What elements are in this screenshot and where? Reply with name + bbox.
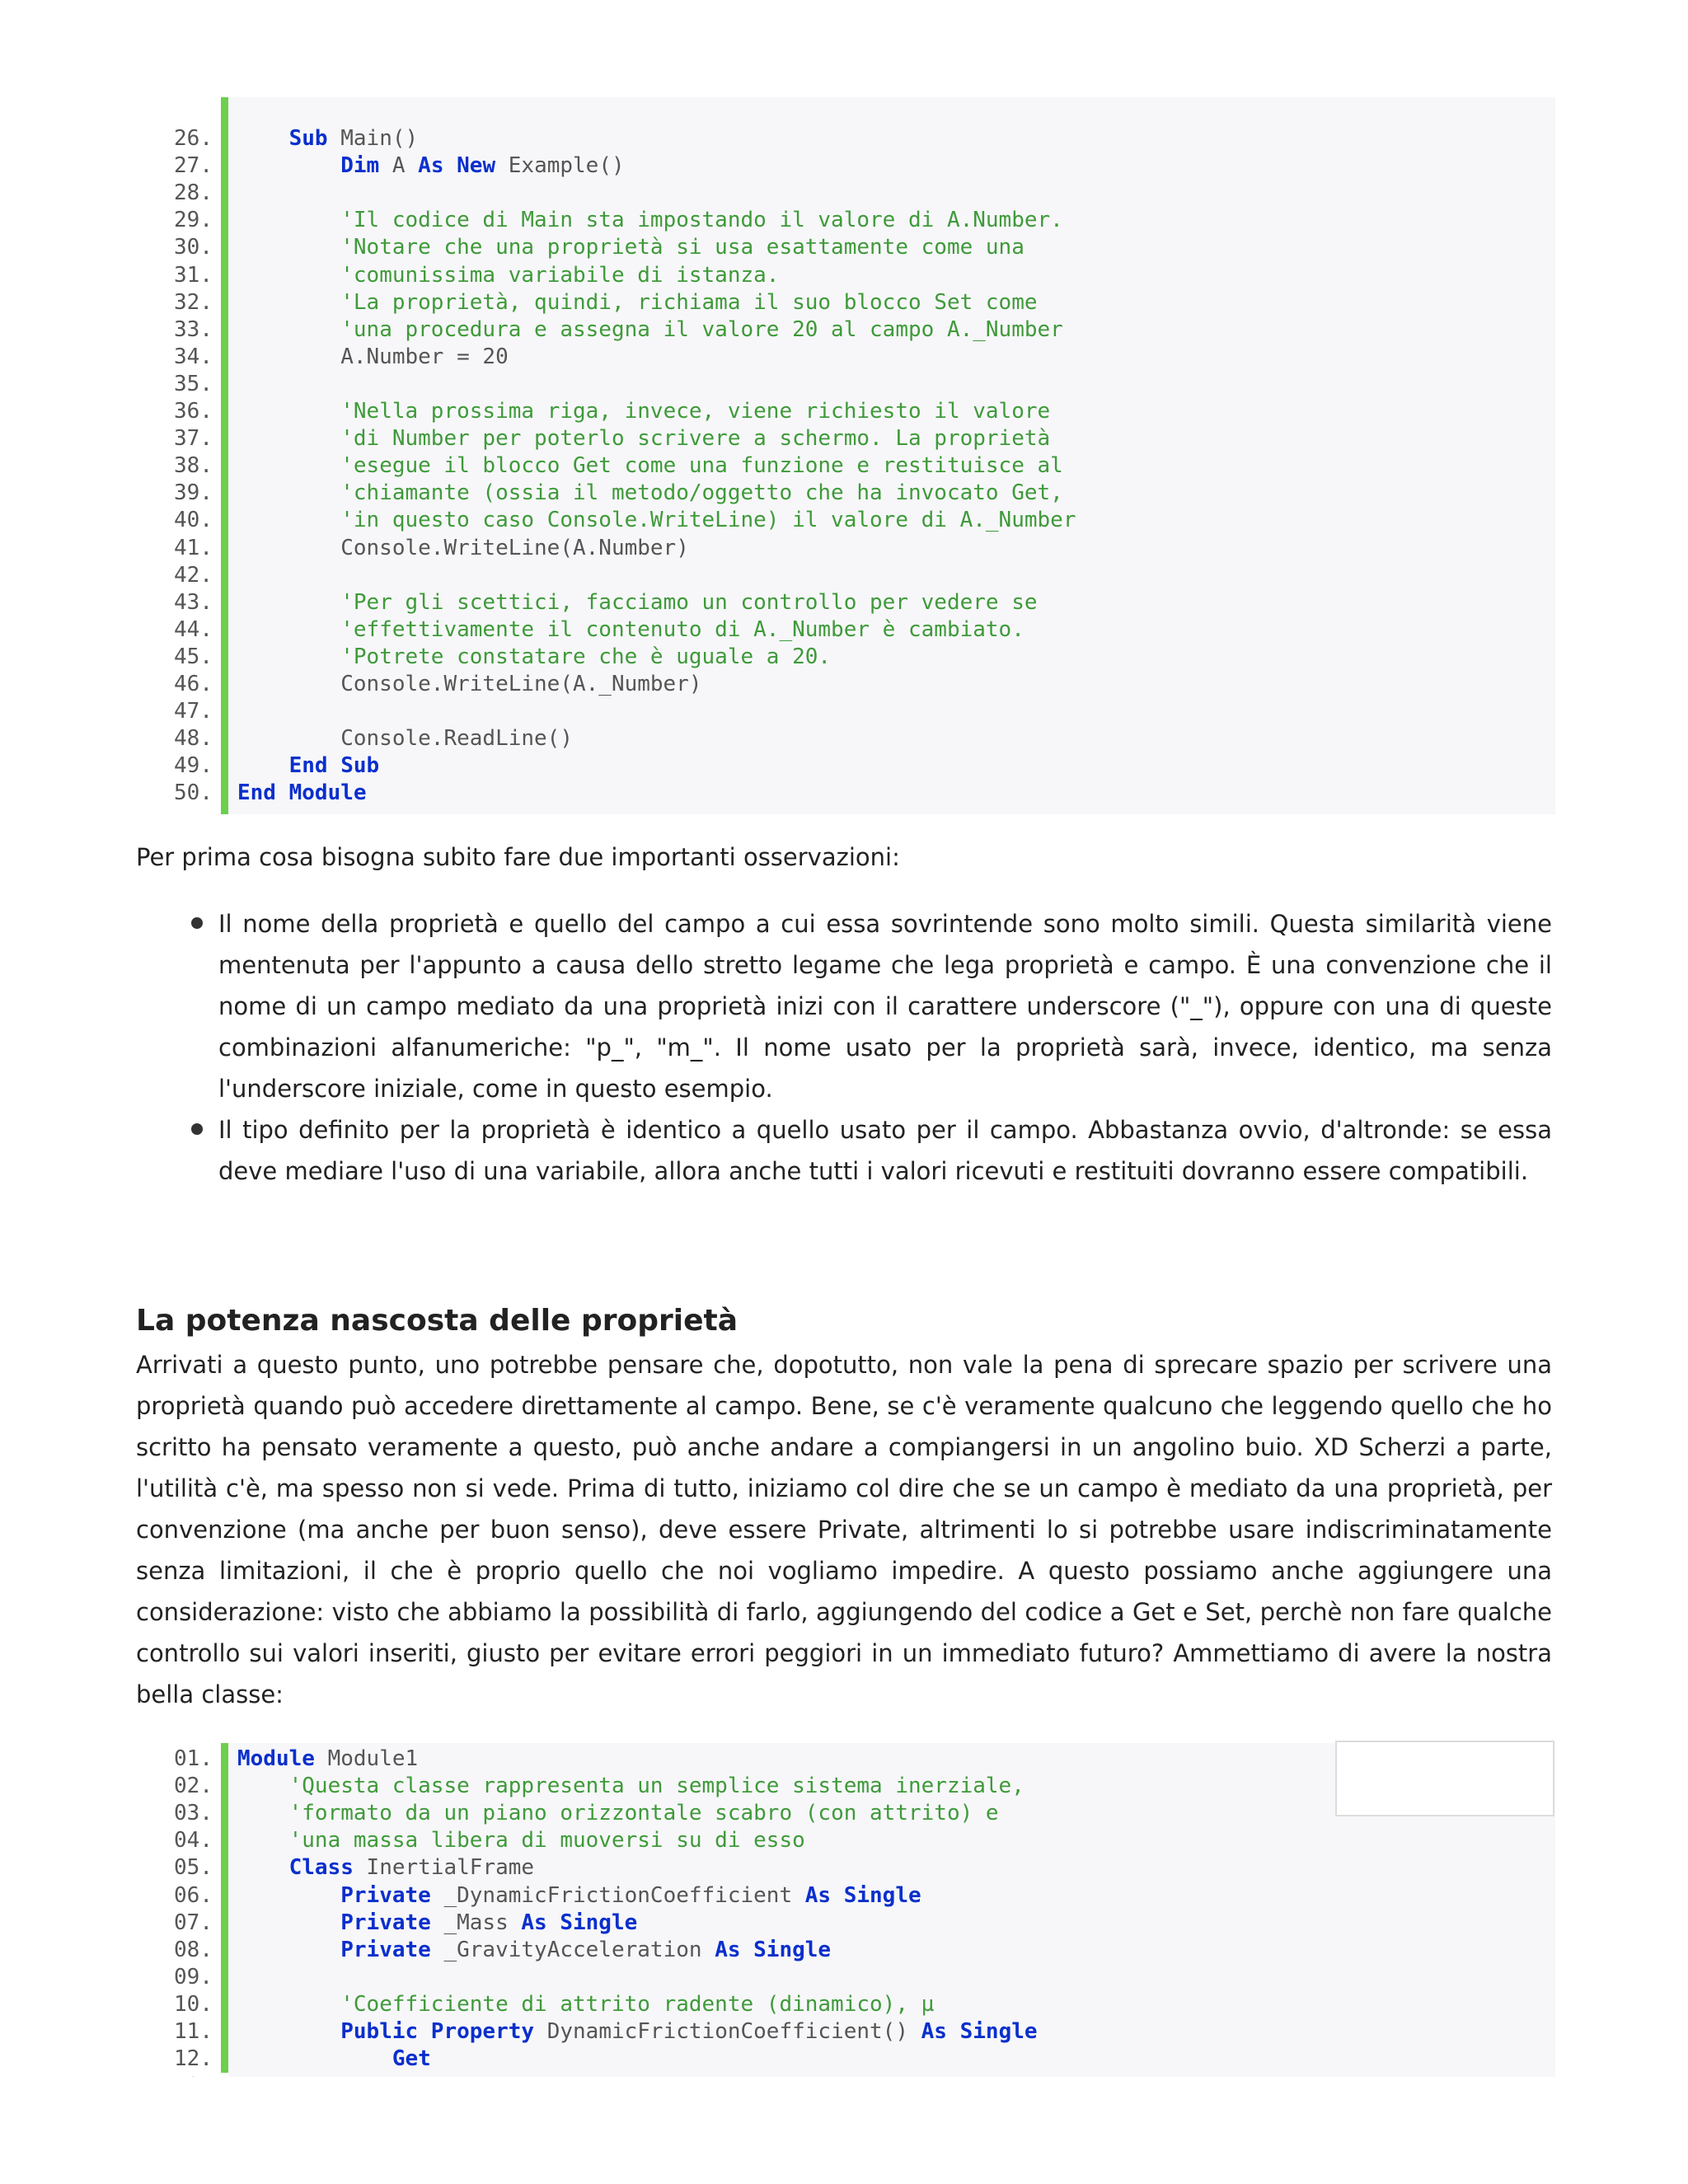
code-keyword: Module bbox=[237, 1746, 315, 1771]
code-token bbox=[237, 2046, 392, 2071]
code-line bbox=[0, 507, 1688, 534]
code-token bbox=[237, 263, 340, 288]
code-line bbox=[0, 535, 1688, 562]
code-comment: 'Notare che una proprietà si usa esattamente come una bbox=[340, 235, 1025, 260]
line-number: 11. bbox=[174, 2019, 213, 2044]
code-line bbox=[0, 752, 1688, 780]
line-number: 49. bbox=[174, 753, 213, 779]
code-token bbox=[237, 508, 340, 532]
code-keyword: As Single bbox=[921, 2019, 1038, 2044]
code-text bbox=[237, 234, 1025, 261]
code-line bbox=[0, 207, 1688, 234]
code-token bbox=[237, 453, 340, 478]
code-token: Console.ReadLine() bbox=[237, 726, 573, 752]
code-keyword: Sub bbox=[288, 126, 328, 151]
code-text bbox=[237, 316, 1063, 344]
code-text bbox=[237, 2046, 431, 2073]
line-number: 47. bbox=[174, 699, 213, 724]
code-keyword: End Module bbox=[237, 780, 367, 806]
line-number: 36. bbox=[174, 399, 213, 424]
code-line bbox=[0, 589, 1688, 616]
code-block-1 bbox=[0, 97, 1688, 814]
line-number: 39. bbox=[174, 480, 213, 506]
code-token bbox=[237, 1938, 340, 1962]
code-token: _GravityAcceleration bbox=[430, 1937, 715, 1962]
code-text bbox=[237, 1854, 534, 1882]
code-line bbox=[0, 1937, 1688, 1964]
code-text bbox=[237, 535, 689, 562]
code-token: Example() bbox=[495, 153, 625, 179]
line-number: 08. bbox=[174, 1937, 213, 1962]
code-keyword: Get bbox=[392, 2046, 431, 2072]
code-token: Console.WriteLine(A.Number) bbox=[237, 535, 689, 560]
line-number: 35. bbox=[174, 371, 213, 396]
line-number: 03. bbox=[174, 1801, 213, 1826]
code-token: _DynamicFrictionCoefficient bbox=[430, 1882, 805, 1908]
line-number: 34. bbox=[174, 344, 213, 369]
code-text bbox=[237, 344, 509, 371]
code-line bbox=[0, 125, 1688, 152]
code-token bbox=[237, 1910, 340, 1935]
code-comment: 'formato da un piano orizzontale scabro (con attrito) e bbox=[288, 1801, 999, 1826]
line-number: 05. bbox=[174, 1855, 213, 1881]
line-number: 26. bbox=[174, 126, 213, 151]
code-text bbox=[237, 725, 573, 752]
code-token bbox=[237, 590, 340, 615]
code-text bbox=[237, 1991, 934, 2018]
code-text bbox=[237, 1827, 805, 1854]
code-line bbox=[0, 562, 1688, 589]
code-token bbox=[443, 153, 457, 178]
code-token bbox=[237, 617, 340, 642]
line-number: 41. bbox=[174, 535, 213, 560]
code-token bbox=[237, 2019, 340, 2044]
code-keyword: Public Property bbox=[340, 2019, 535, 2044]
line-number: 32. bbox=[174, 289, 213, 315]
code-token bbox=[237, 153, 340, 178]
code-text bbox=[237, 616, 1025, 644]
line-number: 43. bbox=[174, 589, 213, 615]
code-keyword: As Single bbox=[804, 1882, 921, 1908]
code-line bbox=[0, 1964, 1688, 1991]
code-token bbox=[237, 480, 340, 505]
code-comment: 'La proprietà, quindi, richiama il suo blocco Set come bbox=[340, 289, 1038, 315]
code-line bbox=[0, 152, 1688, 180]
code-text bbox=[237, 1910, 637, 1937]
code-comment: 'chiamante (ossia il metodo/oggetto che ha invocato Get, bbox=[340, 480, 1063, 506]
code-line bbox=[0, 1882, 1688, 1910]
code-token bbox=[237, 1855, 289, 1880]
line-number: 04. bbox=[174, 1828, 213, 1854]
code-line bbox=[0, 616, 1688, 644]
code-line bbox=[0, 671, 1688, 698]
code-line bbox=[0, 780, 1688, 807]
code-token bbox=[237, 1774, 289, 1798]
code-line bbox=[0, 698, 1688, 725]
code-line bbox=[0, 398, 1688, 425]
code-line bbox=[0, 725, 1688, 752]
code-line bbox=[0, 316, 1688, 344]
code-keyword: New bbox=[457, 153, 496, 179]
code-text bbox=[237, 2018, 1038, 2046]
code-keyword: Class bbox=[288, 1855, 354, 1881]
code-token: Module1 bbox=[314, 1746, 419, 1771]
code-token: Console.WriteLine(A._Number) bbox=[237, 672, 702, 696]
code-token bbox=[237, 235, 340, 260]
code-comment: 'Potrete constatare che è uguale a 20. bbox=[340, 644, 832, 669]
line-number: 01. bbox=[174, 1746, 213, 1771]
code-line bbox=[0, 480, 1688, 507]
code-line bbox=[0, 452, 1688, 480]
bullet-icon bbox=[191, 1123, 203, 1135]
code-keyword: Private bbox=[340, 1882, 431, 1908]
list-item bbox=[136, 1109, 1552, 1192]
line-number: 28. bbox=[174, 180, 213, 206]
code-text bbox=[237, 780, 367, 807]
code-text bbox=[237, 671, 702, 698]
code-token: Main() bbox=[327, 126, 419, 151]
code-line bbox=[0, 2046, 1688, 2073]
code-text bbox=[237, 1882, 921, 1910]
line-number: 30. bbox=[174, 235, 213, 260]
section-heading: La potenza nascosta delle proprietà bbox=[136, 1304, 738, 1338]
list-item-text: Il nome della proprietà e quello del campo a cui essa sovrintende sono molto simili. Questa similarità viene mentenuta per l'appunto a causa dello stretto legame che lega proprietà e campo. È una convenzione che il nome di un campo mediato da una proprietà inizi con il carattere underscore ("_"), oppure con una di queste combinazioni alfanumeriche: "p_", "m_". Il nome usato per la proprietà sarà, invece, identico, ma senza l'underscore iniziale, come in questo esempio. bbox=[218, 910, 1552, 1103]
code-text bbox=[237, 289, 1038, 316]
code-text bbox=[237, 262, 779, 289]
line-number: 31. bbox=[174, 262, 213, 288]
code-token: A bbox=[379, 153, 419, 179]
code-line bbox=[0, 344, 1688, 371]
code-text bbox=[237, 452, 1063, 480]
code-keyword: As Single bbox=[521, 1910, 638, 1935]
code-text bbox=[237, 1773, 1025, 1800]
line-number: 46. bbox=[174, 672, 213, 696]
line-number: 12. bbox=[174, 2046, 213, 2072]
line-number: 38. bbox=[174, 453, 213, 479]
line-number: 02. bbox=[174, 1774, 213, 1799]
line-number: 42. bbox=[174, 562, 213, 588]
line-number: 40. bbox=[174, 508, 213, 533]
code-text bbox=[237, 1937, 831, 1964]
code-text bbox=[237, 1746, 418, 1773]
code-line bbox=[0, 1910, 1688, 1937]
code-token bbox=[237, 1801, 289, 1825]
section-paragraph: Arrivati a questo punto, uno potrebbe pensare che, dopotutto, non vale la pena di sprecare spazio per scrivere una proprietà quando può accedere direttamente al campo. Bene, se c'è veramente qualcuno che leggendo quello che ho scritto ha pensato veramente a questo, può anche andare a compiangersi in un angolino buio. XD Scherzi a parte, l'utilità c'è, ma spesso non si vede. Prima di tutto, iniziamo col dire che se un campo è mediato da una proprietà, per convenzione (ma anche per buon senso), deve essere Private, altrimenti lo si potrebbe usare indiscriminatamente senza limitazioni, il che è proprio quello che noi vogliamo impedire. A questo possiamo anche aggiungere una considerazione: visto che abbiamo la possibilità di farlo, aggiungendo del codice a Get e Set, perchè non fare qualche controllo sui valori inseriti, giusto per evitare errori peggiori in un immediato futuro? Ammettiamo di avere la nostra bella classe: bbox=[136, 1351, 1552, 1708]
code-token bbox=[237, 208, 340, 232]
code-comment: 'Per gli scettici, facciamo un controllo per vedere se bbox=[340, 589, 1038, 615]
observations-list bbox=[136, 903, 1552, 1192]
code-token bbox=[237, 399, 340, 424]
code-keyword: Private bbox=[340, 1937, 431, 1962]
line-number: 33. bbox=[174, 316, 213, 342]
code-token bbox=[237, 126, 289, 151]
code-token bbox=[237, 317, 340, 342]
line-number: 44. bbox=[174, 616, 213, 642]
code-comment: 'una massa libera di muoversi su di esso bbox=[288, 1828, 805, 1854]
line-number: 09. bbox=[174, 1964, 213, 1990]
line-number: 48. bbox=[174, 726, 213, 752]
code-token bbox=[237, 426, 340, 451]
code-line bbox=[0, 180, 1688, 207]
code-token: InertialFrame bbox=[353, 1855, 535, 1881]
list-item bbox=[136, 903, 1552, 1109]
code-text bbox=[237, 644, 831, 671]
code-line bbox=[0, 371, 1688, 398]
line-number: 10. bbox=[174, 1991, 213, 2017]
line-number: 50. bbox=[174, 780, 213, 806]
code-comment: 'in questo caso Console.WriteLine) il valore di A._Number bbox=[340, 508, 1076, 533]
code-text bbox=[237, 125, 418, 152]
line-number: 45. bbox=[174, 644, 213, 669]
code-line bbox=[0, 1827, 1688, 1854]
code-keyword: Dim bbox=[340, 153, 380, 179]
code-line bbox=[0, 234, 1688, 261]
code-text bbox=[237, 425, 1050, 452]
code-comment: 'una procedura e assegna il valore 20 al campo A._Number bbox=[340, 316, 1063, 342]
intro-paragraph: Per prima cosa bisogna subito fare due importanti osservazioni: bbox=[136, 843, 900, 871]
code-line bbox=[0, 262, 1688, 289]
code-line bbox=[0, 644, 1688, 671]
code-comment: 'Coefficiente di attrito radente (dinamico), µ bbox=[340, 1991, 935, 2017]
code-comment: 'comunissima variabile di istanza. bbox=[340, 262, 780, 288]
code-text bbox=[237, 480, 1063, 507]
code-text bbox=[237, 589, 1038, 616]
page-bottom-margin bbox=[0, 2077, 1688, 2184]
code-line bbox=[0, 289, 1688, 316]
code-text bbox=[237, 752, 379, 780]
code-text bbox=[237, 507, 1076, 534]
code-comment: 'esegue il blocco Get come una funzione e restituisce al bbox=[340, 453, 1063, 479]
code-text bbox=[237, 398, 1050, 425]
code-line bbox=[0, 425, 1688, 452]
code-token: _Mass bbox=[430, 1910, 522, 1935]
code-comment: 'Questa classe rappresenta un semplice sistema inerziale, bbox=[288, 1774, 1025, 1799]
code-text bbox=[237, 1800, 999, 1827]
line-number: 06. bbox=[174, 1882, 213, 1908]
code-token bbox=[237, 1828, 289, 1853]
code-token bbox=[237, 644, 340, 669]
code-keyword: Private bbox=[340, 1910, 431, 1935]
line-number: 27. bbox=[174, 153, 213, 179]
list-item-text: Il tipo definito per la proprietà è identico a quello usato per il campo. Abbastanza ovvio, d'altronde: se essa deve mediare l'uso di una variabile, allora anche tutti i valori ricevuti e restituiti dovranno essere compatibili. bbox=[218, 1116, 1552, 1185]
code-token bbox=[237, 1992, 340, 2017]
code-text bbox=[237, 152, 625, 180]
code-comment: 'di Number per poterlo scrivere a schermo. La proprietà bbox=[340, 426, 1051, 452]
side-box bbox=[1335, 1741, 1554, 1816]
code-token: A.Number = 20 bbox=[237, 344, 509, 369]
code-keyword: As bbox=[418, 153, 444, 179]
code-token bbox=[237, 753, 289, 778]
code-keyword: End Sub bbox=[288, 753, 380, 779]
code-keyword: As Single bbox=[715, 1937, 832, 1962]
code-comment: 'Nella prossima riga, invece, viene richiesto il valore bbox=[340, 399, 1051, 424]
bullet-icon bbox=[191, 917, 203, 929]
code-comment: 'effettivamente il contenuto di A._Number è cambiato. bbox=[340, 616, 1025, 642]
code-token bbox=[237, 290, 340, 315]
code-comment: 'Il codice di Main sta impostando il valore di A.Number. bbox=[340, 208, 1063, 233]
code-line bbox=[0, 2018, 1688, 2046]
code-text bbox=[237, 207, 1063, 234]
line-number: 37. bbox=[174, 426, 213, 452]
line-number: 07. bbox=[174, 1910, 213, 1935]
code-token: DynamicFrictionCoefficient() bbox=[534, 2019, 921, 2044]
code-token bbox=[237, 1883, 340, 1908]
line-number: 29. bbox=[174, 208, 213, 233]
code-line bbox=[0, 1854, 1688, 1882]
code-line bbox=[0, 1991, 1688, 2018]
